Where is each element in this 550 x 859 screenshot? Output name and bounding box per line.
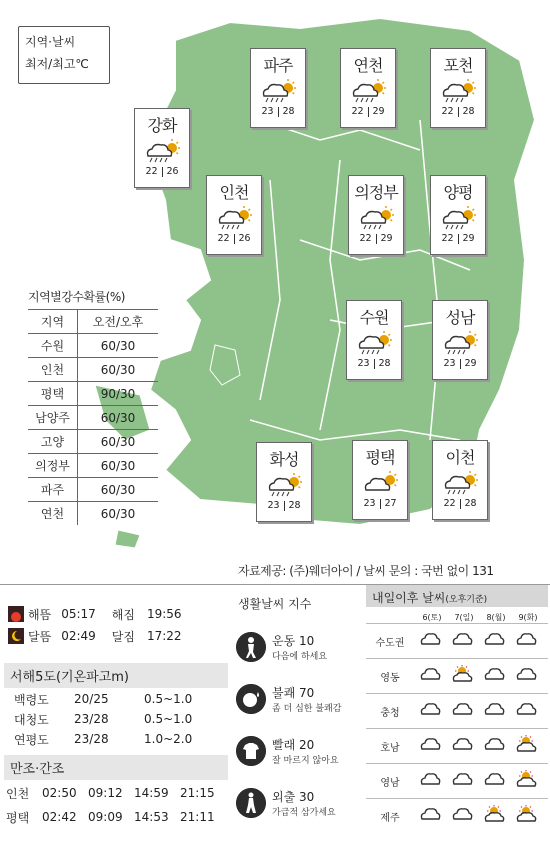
forecast-row	[366, 658, 548, 693]
city-temps	[353, 498, 407, 509]
tide-time: 02:42	[42, 810, 77, 824]
forecast-header	[366, 585, 548, 607]
low-temp: 23	[261, 106, 274, 117]
sun-cloud-icon	[482, 805, 506, 823]
sunset-time: 19:56	[146, 607, 182, 621]
cloud-icon	[482, 770, 506, 788]
city-card-icheon	[432, 440, 488, 520]
city-name: 화성	[269, 450, 299, 469]
cloud-rain-sun-icon	[438, 78, 478, 104]
temp-range: 20/25	[74, 692, 109, 706]
cloud-icon	[450, 735, 474, 753]
city-card-seongnam	[432, 300, 488, 380]
city-temps	[347, 358, 401, 369]
high-temp: 28	[282, 106, 295, 117]
table-row	[28, 381, 158, 405]
high-temp: 29	[464, 358, 477, 369]
region-cell: 남양주	[28, 406, 78, 429]
forecast-cell	[414, 805, 446, 827]
city-name: 평택	[365, 448, 395, 467]
day-label: 7(일)	[454, 613, 474, 622]
cloud-icon	[514, 700, 538, 718]
tide-time: 14:53	[134, 810, 169, 824]
forecast-cell	[478, 805, 510, 827]
life-item-desc: 가급적 삼가세요	[272, 808, 336, 818]
city-name: 파주	[263, 56, 293, 75]
life-item-laundry	[236, 729, 360, 773]
forecast-days	[366, 607, 548, 623]
forecast-cell	[510, 770, 542, 792]
life-item-discomfort	[236, 677, 360, 721]
table-header-row	[28, 309, 158, 333]
city-name: 강화	[147, 116, 177, 135]
cloud-icon	[482, 665, 506, 683]
forecast-cell	[414, 770, 446, 792]
cloud-rain-sun-icon	[356, 205, 396, 231]
life-item-name: 운동 10	[272, 634, 315, 648]
day-label: 6(토)	[422, 613, 442, 622]
tide-time: 14:59	[134, 786, 169, 800]
wave-height: 0.5~1.0	[144, 712, 193, 726]
tide-time: 21:15	[180, 786, 215, 800]
value-cell: 60/30	[100, 338, 136, 353]
island-name: 백령도	[14, 692, 49, 707]
cloud-rain-sun-icon	[348, 78, 388, 104]
forecast-row	[366, 763, 548, 798]
low-temp: 23	[357, 358, 370, 369]
sunrise-icon	[8, 606, 24, 622]
cloud-icon	[482, 700, 506, 718]
low-temp: 23	[363, 498, 376, 509]
moonset-time: 17:22	[146, 629, 182, 643]
rain-table-title: 지역별강수확률(%)	[28, 290, 125, 304]
temp-range: 23/28	[74, 712, 109, 726]
cloud-rain-sun-icon	[440, 330, 480, 356]
table-row	[28, 477, 158, 501]
sea-table	[14, 689, 224, 749]
city-card-paju	[250, 48, 306, 128]
city-temps	[257, 500, 311, 511]
region-cell: 고양	[28, 430, 78, 453]
high-temp: 29	[462, 233, 475, 244]
cloud-icon	[450, 700, 474, 718]
low-temp: 22	[359, 233, 372, 244]
low-temp: 22	[217, 233, 230, 244]
region-cell: 인천	[28, 358, 78, 381]
bottom-panel	[0, 584, 550, 858]
region-cell: 평택	[28, 382, 78, 405]
forecast-cell	[510, 630, 542, 652]
high-temp: 28	[378, 358, 391, 369]
forecast-rows	[366, 623, 548, 833]
tide-time: 09:12	[88, 786, 123, 800]
cloud-icon	[418, 805, 442, 823]
data-source-credit: 자료제공: (주)웨더아이 / 날씨 문의 : 국번 없이 131	[238, 564, 494, 578]
city-name: 연천	[353, 56, 383, 75]
life-item-outing	[236, 781, 360, 825]
moon-row	[8, 625, 230, 647]
city-card-uijeongbu	[348, 175, 404, 255]
legend-line-1: 지역·날씨	[25, 35, 76, 49]
forecast-cell	[414, 700, 446, 722]
moonset-label: 달짐	[111, 629, 135, 644]
city-temps	[431, 106, 485, 117]
table-row	[28, 405, 158, 429]
forecast-cell	[478, 735, 510, 757]
forecast-region: 수도권	[375, 637, 405, 649]
cloud-icon	[514, 630, 538, 648]
city-name: 수원	[359, 308, 389, 327]
cloud-icon	[450, 630, 474, 648]
forecast-subtitle: (오후기준)	[445, 595, 488, 605]
table-row	[28, 357, 158, 381]
city-temps	[433, 358, 487, 369]
city-temps	[251, 106, 305, 117]
city-name: 성남	[445, 308, 475, 327]
low-temp: 22	[443, 498, 456, 509]
cloud-rain-sun-icon	[214, 205, 254, 231]
moonrise-icon	[8, 628, 24, 644]
value-cell: 60/30	[100, 410, 136, 425]
city-card-yangpyeong	[430, 175, 486, 255]
forecast-cell	[510, 805, 542, 827]
forecast-cell	[414, 735, 446, 757]
value-cell: 60/30	[100, 362, 136, 377]
city-name: 인천	[219, 183, 249, 202]
forecast-row	[366, 798, 548, 833]
low-temp: 23	[267, 500, 280, 511]
forecast-cell	[478, 665, 510, 687]
header-ampm: 오전/오후	[92, 315, 144, 329]
table-row	[14, 709, 224, 729]
high-temp: 26	[238, 233, 251, 244]
life-item-exercise	[236, 625, 360, 669]
cloud-icon	[418, 770, 442, 788]
city-temps	[341, 106, 395, 117]
sun-cloud-icon	[514, 805, 538, 823]
forecast-cell	[446, 770, 478, 792]
life-index-title: 생활날씨 지수	[238, 597, 312, 611]
forecast-cell	[446, 700, 478, 722]
forecast-cell	[510, 665, 542, 687]
legend-line-2: 최저/최고℃	[25, 57, 89, 71]
weekly-forecast	[366, 585, 548, 859]
sun-moon-times	[8, 603, 230, 647]
life-item-desc: 잘 마르지 않아요	[272, 756, 339, 766]
walking-person-icon	[236, 788, 266, 818]
value-cell: 60/30	[100, 458, 136, 473]
cloud-icon	[418, 700, 442, 718]
region-cell: 수원	[28, 334, 78, 357]
value-cell: 90/30	[100, 386, 136, 401]
forecast-cell	[478, 770, 510, 792]
cloud-icon	[482, 630, 506, 648]
value-cell: 60/30	[100, 434, 136, 449]
cloud-rain-sun-icon	[438, 205, 478, 231]
value-cell: 60/30	[100, 506, 136, 521]
cloud-rain-sun-icon	[264, 472, 304, 498]
high-temp: 28	[464, 498, 477, 509]
city-temps	[349, 233, 403, 244]
city-name: 포천	[443, 56, 473, 75]
low-temp: 22	[441, 233, 454, 244]
city-card-hwaseong	[256, 442, 312, 522]
tide-section-title: 만조·간조	[4, 755, 228, 780]
sun-row	[8, 603, 230, 625]
temp-range: 23/28	[74, 732, 109, 746]
low-temp: 22	[351, 106, 364, 117]
forecast-cell	[478, 630, 510, 652]
cloud-rain-sun-icon	[258, 78, 298, 104]
sunrise-label: 해뜸	[28, 607, 52, 622]
table-row	[28, 453, 158, 477]
forecast-row	[366, 693, 548, 728]
table-row	[6, 807, 230, 827]
life-item-desc: 좀 더 심한 불쾌감	[272, 704, 342, 714]
table-row	[6, 783, 230, 803]
low-temp: 22	[441, 106, 454, 117]
cloud-icon	[482, 735, 506, 753]
rain-probability-table	[28, 288, 158, 525]
table-row	[28, 429, 158, 453]
low-temp: 22	[145, 166, 158, 177]
region-cell: 의정부	[28, 454, 78, 477]
map-legend	[18, 26, 110, 84]
moonrise-time: 02:49	[61, 629, 96, 643]
forecast-region: 영동	[380, 672, 400, 684]
table-row	[28, 333, 158, 357]
city-temps	[135, 166, 189, 177]
region-cell: 연천	[28, 502, 78, 525]
city-temps	[207, 233, 261, 244]
cloud-icon	[514, 665, 538, 683]
forecast-region: 호남	[380, 742, 400, 754]
high-temp: 26	[166, 166, 179, 177]
life-item-name: 외출 30	[272, 790, 315, 804]
forecast-cell	[446, 630, 478, 652]
low-temp: 23	[443, 358, 456, 369]
cloud-icon	[418, 630, 442, 648]
forecast-cell	[446, 665, 478, 687]
sweat-face-icon	[236, 684, 266, 714]
tide-table	[6, 783, 230, 827]
city-card-pocheon	[430, 48, 486, 128]
table-row	[14, 689, 224, 709]
sunrise-time: 05:17	[61, 607, 96, 621]
shirt-icon	[236, 736, 266, 766]
table-row	[14, 729, 224, 749]
city-card-ganghwa	[134, 108, 190, 188]
tide-time: 21:11	[180, 810, 215, 824]
high-temp: 29	[372, 106, 385, 117]
region-cell: 파주	[28, 478, 78, 501]
cloud-rain-sun-icon	[354, 330, 394, 356]
tide-time: 02:50	[42, 786, 77, 800]
cloud-sun-icon	[360, 470, 400, 496]
life-item-name: 불쾌 70	[272, 686, 315, 700]
forecast-cell	[446, 735, 478, 757]
cloud-icon	[418, 665, 442, 683]
soccer-icon	[236, 632, 266, 662]
tide-time: 09:09	[88, 810, 123, 824]
sun-cloud-icon	[514, 770, 538, 788]
day-label: 8(월)	[486, 613, 506, 622]
high-temp: 27	[384, 498, 397, 509]
life-item-name: 빨래 20	[272, 738, 315, 752]
tide-place: 인천	[6, 786, 30, 801]
value-cell: 60/30	[100, 482, 136, 497]
forecast-cell	[414, 630, 446, 652]
island-name: 연평도	[14, 732, 49, 747]
city-card-pyeongtaek	[352, 440, 408, 520]
forecast-row	[366, 623, 548, 658]
city-card-yeoncheon	[340, 48, 396, 128]
city-name: 의정부	[354, 183, 398, 202]
cloud-icon	[450, 770, 474, 788]
moonrise-label: 달뜸	[28, 629, 52, 644]
city-name: 이천	[445, 448, 475, 467]
day-label: 9(화)	[518, 613, 538, 622]
wave-height: 0.5~1.0	[144, 692, 193, 706]
city-temps	[433, 498, 487, 509]
sunset-label: 해짐	[111, 607, 135, 622]
sea-section-title: 서해5도(기온파고m)	[4, 663, 228, 688]
city-card-suwon	[346, 300, 402, 380]
cloud-rain-sun-icon	[142, 138, 182, 164]
high-temp: 29	[380, 233, 393, 244]
island-name: 대청도	[14, 712, 49, 727]
forecast-cell	[414, 665, 446, 687]
city-temps	[431, 233, 485, 244]
cloud-icon	[418, 735, 442, 753]
forecast-region: 영남	[380, 777, 400, 789]
forecast-cell	[510, 700, 542, 722]
cloud-icon	[450, 805, 474, 823]
high-temp: 28	[462, 106, 475, 117]
wave-height: 1.0~2.0	[144, 732, 193, 746]
sun-cloud-icon	[450, 665, 474, 683]
forecast-cell	[510, 735, 542, 757]
header-region: 지역	[28, 310, 78, 333]
forecast-region: 제주	[380, 812, 400, 824]
city-name: 양평	[443, 183, 473, 202]
forecast-row	[366, 728, 548, 763]
forecast-region: 충청	[380, 707, 400, 719]
forecast-cell	[478, 700, 510, 722]
high-temp: 28	[288, 500, 301, 511]
tide-place: 평택	[6, 810, 30, 825]
sun-cloud-icon	[514, 735, 538, 753]
life-item-desc: 다음에 하세요	[272, 652, 328, 662]
forecast-cell	[446, 805, 478, 827]
table-row	[28, 501, 158, 525]
city-card-incheon	[206, 175, 262, 255]
forecast-title: 내일이후 날씨	[372, 591, 446, 605]
cloud-rain-sun-icon	[440, 470, 480, 496]
